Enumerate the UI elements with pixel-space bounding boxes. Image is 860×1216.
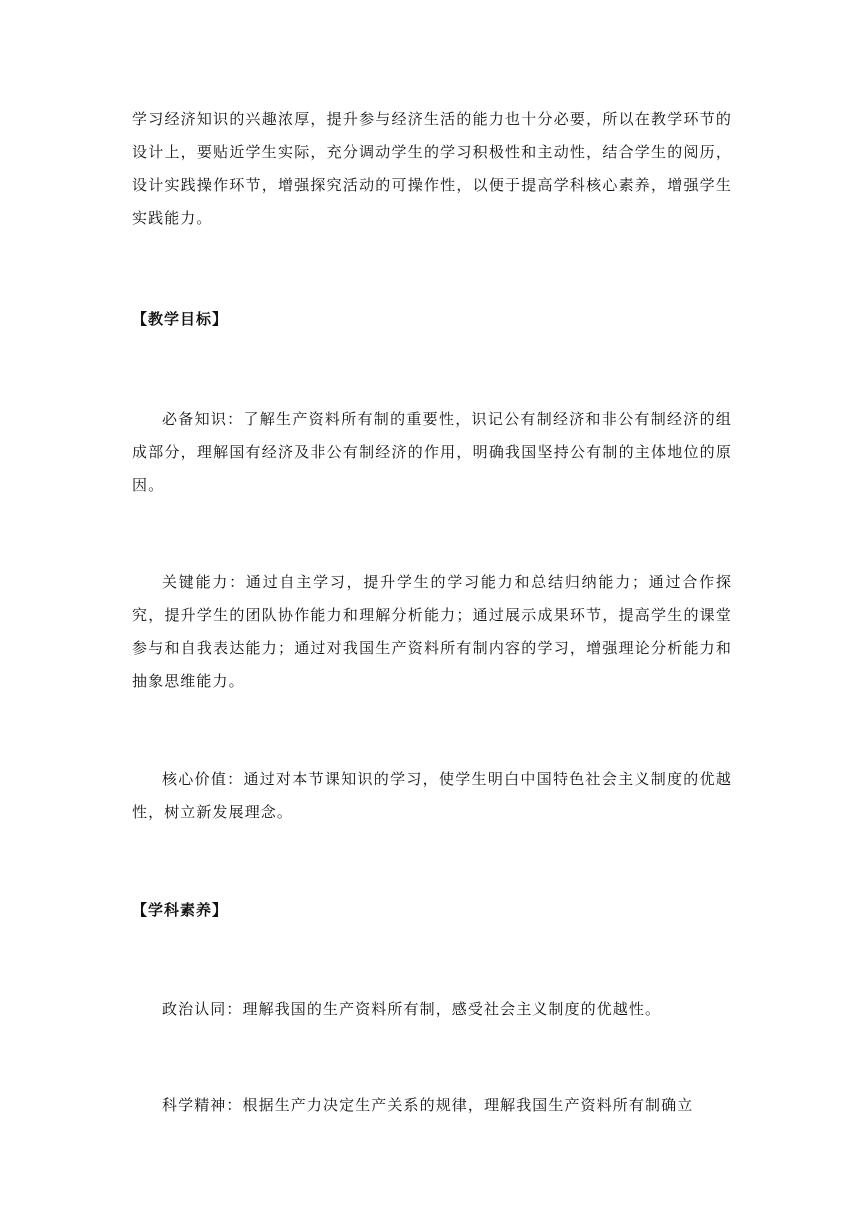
essential-knowledge-paragraph: 必备知识：了解生产资料所有制的重要性，识记公有制经济和非公有制经济的组成部分，理解国有经济及非公有制经济的作用，明确我国坚持公有制的主体地位的原因。 bbox=[132, 410, 732, 494]
political-identity-paragraph: 政治认同：理解我国的生产资料所有制，感受社会主义制度的优越性。 bbox=[162, 1000, 662, 1018]
intro-paragraph: 学习经济知识的兴趣浓厚，提升参与经济生活的能力也十分必要，所以在教学环节的设计上，要贴近学生实际，充分调动学生的学习积极性和主动性，结合学生的阅历，设计实践操作环节，增强探究活动的可操作性，以便于提高学科核心素养，增强学生实践能力。 bbox=[132, 110, 732, 227]
core-value-paragraph: 核心价值：通过对本节课知识的学习，使学生明白中国特色社会主义制度的优越性，树立新发展理念。 bbox=[132, 770, 732, 821]
subject-literacy-heading: 【学科素养】 bbox=[132, 901, 229, 919]
teaching-goals-heading: 【教学目标】 bbox=[132, 310, 229, 328]
scientific-spirit-paragraph: 科学精神：根据生产力决定生产关系的规律，理解我国生产资料所有制确立 bbox=[162, 1096, 694, 1114]
key-ability-paragraph: 关键能力：通过自主学习，提升学生的学习能力和总结归纳能力；通过合作探究，提升学生的团队协作能力和理解分析能力；通过展示成果环节，提高学生的课堂参与和自我表达能力；通过对我国生产资料所有制内容的学习，增强理论分析能力和抽象思维能力。 bbox=[132, 573, 732, 690]
